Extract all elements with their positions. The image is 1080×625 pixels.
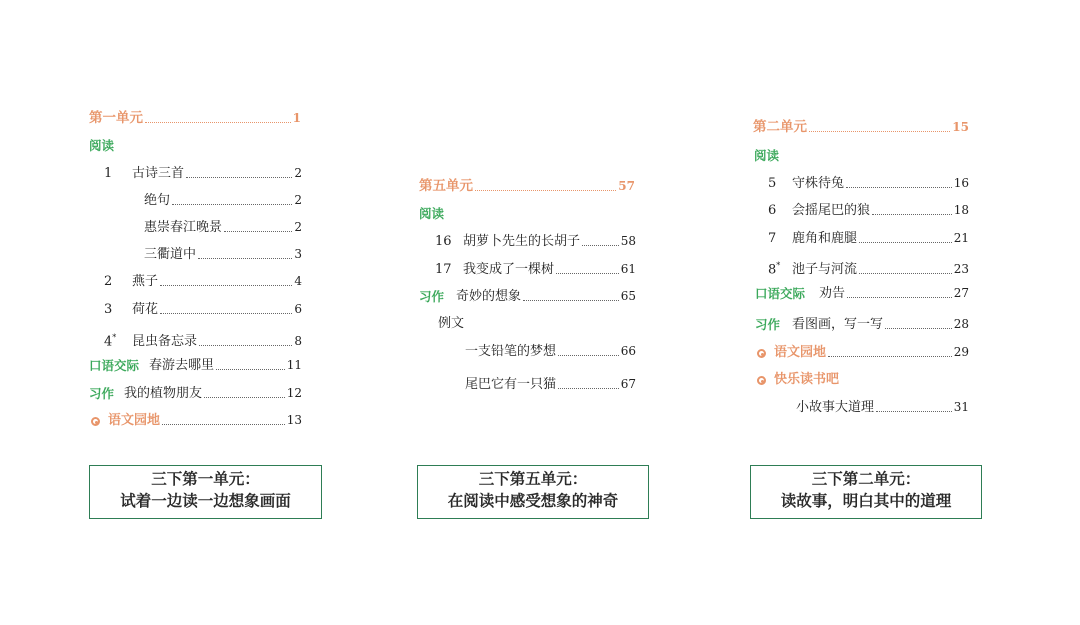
lesson-title: 春游去哪里 bbox=[149, 358, 215, 373]
lesson-number: 1 bbox=[104, 166, 113, 181]
toc-entry[interactable] bbox=[104, 166, 302, 181]
page-number: 28 bbox=[953, 317, 969, 331]
page-number: 29 bbox=[953, 345, 969, 359]
leader-dots bbox=[847, 296, 952, 298]
summary-line-1: 三下第二单元： bbox=[811, 470, 921, 488]
section-label-reading: 阅读 bbox=[419, 206, 445, 221]
unit-summary-box bbox=[750, 465, 982, 519]
toc-entry[interactable] bbox=[104, 274, 302, 289]
toc-entry[interactable] bbox=[768, 258, 969, 277]
lesson-number: 5 bbox=[768, 176, 777, 191]
toc-entry[interactable] bbox=[104, 330, 302, 349]
section-label-oral: 口语交际 bbox=[89, 358, 140, 373]
lesson-title: 古诗三首 bbox=[132, 166, 185, 181]
lesson-title: 尾巴它有一只猫 bbox=[465, 377, 557, 392]
lesson-title: 三衢道中 bbox=[144, 247, 197, 262]
page-number: 16 bbox=[953, 176, 969, 190]
page-number: 1 bbox=[292, 111, 301, 125]
unit-title: 第二单元 bbox=[753, 119, 807, 135]
page-number: 61 bbox=[620, 262, 636, 276]
leader-dots bbox=[160, 284, 292, 286]
unit-heading[interactable] bbox=[89, 111, 301, 126]
section-label-garden: 语文园地 bbox=[108, 413, 161, 428]
page-number: 2 bbox=[294, 220, 302, 234]
section-label-garden: 语文园地 bbox=[774, 345, 827, 360]
leader-dots bbox=[859, 272, 952, 274]
lesson-title: 鹿角和鹿腿 bbox=[792, 231, 858, 246]
lesson-number: 4* bbox=[104, 333, 117, 350]
toc-entry[interactable] bbox=[768, 176, 969, 191]
toc-entry[interactable] bbox=[435, 262, 636, 277]
leader-dots bbox=[885, 327, 952, 329]
leader-dots bbox=[846, 186, 952, 188]
toc-entry-garden[interactable] bbox=[757, 345, 969, 360]
leader-dots bbox=[199, 344, 292, 346]
leader-dots bbox=[172, 203, 292, 205]
page-number: 66 bbox=[620, 344, 636, 358]
summary-line-1: 三下第五单元： bbox=[478, 470, 588, 488]
page-number: 12 bbox=[286, 386, 302, 400]
page-number: 8 bbox=[294, 334, 302, 349]
leader-dots bbox=[523, 299, 619, 301]
lesson-number: 8* bbox=[768, 261, 781, 278]
toc-entry[interactable] bbox=[104, 302, 302, 317]
lesson-number: 6 bbox=[768, 203, 777, 218]
leader-dots bbox=[162, 423, 285, 425]
lesson-title: 燕子 bbox=[132, 274, 159, 289]
lesson-title: 会摇尾巴的狼 bbox=[792, 203, 871, 218]
lesson-title: 看图画，写一写 bbox=[792, 317, 884, 332]
unit-heading[interactable] bbox=[419, 179, 635, 194]
page-number: 3 bbox=[294, 247, 302, 261]
leader-dots bbox=[872, 213, 952, 215]
toc-entry-writing[interactable] bbox=[419, 289, 636, 304]
page-number: 2 bbox=[294, 193, 302, 207]
section-label-reading: 阅读 bbox=[89, 138, 115, 153]
section-label-writing: 习作 bbox=[755, 317, 781, 332]
toc-entry[interactable] bbox=[435, 234, 636, 249]
section-label-writing: 习作 bbox=[419, 289, 445, 304]
page-number: 13 bbox=[286, 413, 302, 427]
lesson-title: 昆虫备忘录 bbox=[132, 334, 198, 350]
unit-summary-box bbox=[417, 465, 649, 519]
page-number: 2 bbox=[294, 166, 302, 180]
leader-dots bbox=[475, 189, 616, 191]
page-number: 31 bbox=[953, 400, 969, 414]
page-number: 15 bbox=[952, 120, 969, 134]
page-number: 58 bbox=[620, 234, 636, 248]
lesson-title: 劝告 bbox=[819, 286, 846, 301]
toc-entry-oral[interactable] bbox=[89, 358, 302, 373]
page-number: 65 bbox=[620, 289, 636, 303]
leader-dots bbox=[558, 354, 619, 356]
page-number: 4 bbox=[294, 274, 302, 288]
page-number: 11 bbox=[286, 358, 302, 372]
section-label-oral: 口语交际 bbox=[755, 286, 806, 301]
leader-dots bbox=[198, 257, 292, 259]
page-number: 67 bbox=[620, 377, 636, 391]
section-label-happy-reading: 快乐读书吧 bbox=[774, 372, 840, 387]
lesson-number: 16 bbox=[435, 234, 452, 249]
leader-dots bbox=[809, 130, 950, 132]
unit-title: 第一单元 bbox=[89, 110, 143, 126]
lesson-title: 惠崇春江晚景 bbox=[144, 220, 223, 235]
lesson-number: 7 bbox=[768, 231, 777, 246]
toc-entry[interactable] bbox=[465, 344, 636, 359]
lesson-number: 3 bbox=[104, 302, 113, 317]
leader-dots bbox=[876, 410, 952, 412]
toc-entry-garden[interactable] bbox=[91, 413, 302, 428]
page-number: 18 bbox=[953, 203, 969, 217]
example-label: 例文 bbox=[438, 316, 465, 331]
toc-entry[interactable] bbox=[144, 247, 302, 262]
leader-dots bbox=[160, 312, 292, 314]
section-heading-happy-reading[interactable] bbox=[757, 372, 839, 387]
page-number: 57 bbox=[618, 179, 635, 193]
lesson-title: 一支铅笔的梦想 bbox=[465, 344, 557, 359]
lesson-title: 池子与河流 bbox=[792, 262, 858, 278]
unit-heading[interactable] bbox=[753, 120, 969, 135]
toc-entry-oral[interactable] bbox=[755, 286, 969, 301]
unit-title: 第五单元 bbox=[419, 178, 473, 194]
toc-entry[interactable] bbox=[144, 220, 302, 235]
toc-entry-writing[interactable] bbox=[755, 317, 969, 332]
page-number: 6 bbox=[294, 302, 302, 316]
leader-dots bbox=[582, 244, 619, 246]
lesson-title: 奇妙的想象 bbox=[456, 289, 522, 304]
toc-entry[interactable] bbox=[144, 193, 302, 208]
section-label-reading: 阅读 bbox=[754, 148, 780, 163]
summary-line-2: 试着一边读一边想象画面 bbox=[120, 492, 291, 510]
lesson-title: 小故事大道理 bbox=[796, 400, 875, 415]
page-number: 21 bbox=[953, 231, 969, 245]
summary-line-1: 三下第一单元： bbox=[151, 470, 260, 488]
page-number: 27 bbox=[953, 286, 969, 300]
leader-dots bbox=[145, 121, 291, 123]
circle-bullet-icon bbox=[91, 417, 100, 426]
section-label-writing: 习作 bbox=[89, 386, 115, 401]
circle-bullet-icon bbox=[757, 376, 766, 385]
leader-dots bbox=[204, 396, 285, 398]
toc-entry[interactable] bbox=[796, 400, 969, 415]
lesson-title: 绝句 bbox=[144, 193, 171, 208]
toc-entry[interactable] bbox=[465, 377, 636, 392]
leader-dots bbox=[859, 241, 952, 243]
page-number: 23 bbox=[953, 262, 969, 277]
leader-dots bbox=[186, 176, 292, 178]
lesson-title: 我变成了一棵树 bbox=[463, 262, 555, 277]
lesson-number: 17 bbox=[435, 262, 452, 277]
summary-line-2: 读故事，明白其中的道理 bbox=[780, 492, 952, 510]
toc-entry[interactable] bbox=[768, 203, 969, 218]
lesson-title: 我的植物朋友 bbox=[124, 386, 203, 401]
leader-dots bbox=[556, 272, 619, 274]
circle-bullet-icon bbox=[757, 349, 766, 358]
leader-dots bbox=[224, 230, 292, 232]
unit-summary-box bbox=[89, 465, 322, 519]
lesson-title: 胡萝卜先生的长胡子 bbox=[463, 234, 581, 249]
leader-dots bbox=[216, 368, 285, 370]
lesson-title: 守株待兔 bbox=[792, 176, 845, 191]
leader-dots bbox=[828, 355, 952, 357]
toc-entry-writing[interactable] bbox=[89, 386, 302, 401]
toc-entry[interactable] bbox=[768, 231, 969, 246]
lesson-title: 荷花 bbox=[132, 302, 159, 317]
lesson-number: 2 bbox=[104, 274, 113, 289]
leader-dots bbox=[558, 387, 619, 389]
summary-line-2: 在阅读中感受想象的神奇 bbox=[447, 492, 619, 510]
